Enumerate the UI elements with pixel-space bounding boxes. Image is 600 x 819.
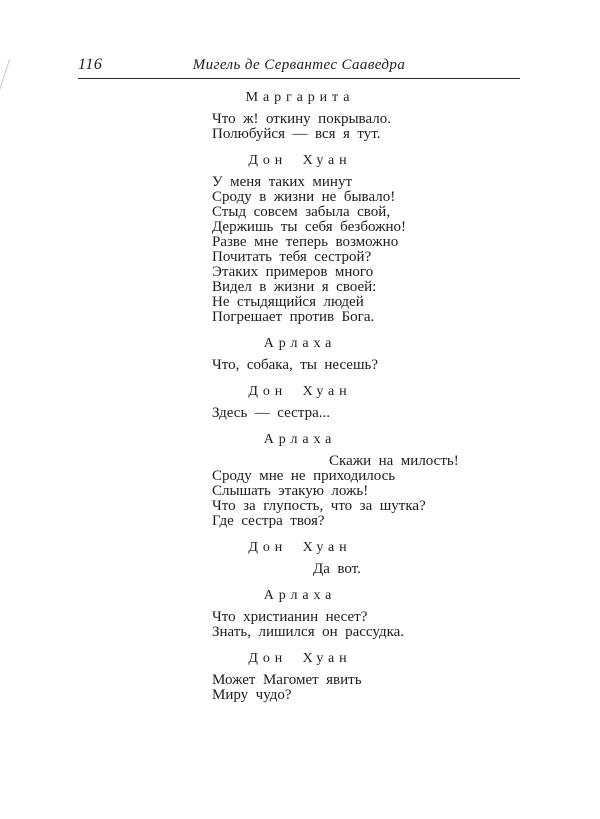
verse-line: Что, собака, ты несешь? [212,357,379,373]
speech-block [0,651,600,703]
speaker-name: Арлаха [263,588,337,603]
speaker-name: Маргарита [245,90,355,105]
speaker-name: Дон Хуан [248,384,352,399]
speaker-name: Дон Хуан [248,540,352,555]
verse-line: У меня таких минут [212,174,353,190]
verse-line: Знать, лишился он рассудка. [212,624,405,640]
speaker-name: Арлаха [263,336,337,351]
speaker-name: Арлаха [263,432,337,447]
speech-block [0,540,600,577]
verse-line: Сроду мне не приходилось [212,468,396,484]
verse-line: Слышать этакую ложь! [212,483,369,499]
verse-line: Что христианин несет? [212,609,368,625]
verse-line: Что за глупость, что за шутка? [212,498,426,514]
verse-line: Скажи на милость! [329,453,459,469]
running-title: Мигель де Сервантес Сааведра [192,57,406,73]
speech-block [0,153,600,325]
verse-line: Этаких примеров много [212,264,374,280]
speech-block [0,336,600,373]
verse-line: Почитать тебя сестрой? [212,249,372,265]
verse-line: Миру чудо? [212,687,292,703]
verse-line: Где сестра твоя? [212,513,325,529]
speech-block [0,384,600,421]
speech-block [0,90,600,142]
verse-line: Держишь ты себя безбожно! [212,219,406,235]
speech-block [0,432,600,529]
verse-line: Полюбуйся — вся я тут. [212,126,381,142]
verse-line: Сроду в жизни не бывало! [212,189,396,205]
dialogue-body [0,90,600,703]
verse-line: Здесь — сестра... [212,405,330,421]
verse-line: Разве мне теперь возможно [212,234,399,250]
verse-line: Не стыдящийся людей [212,294,364,310]
speaker-name: Дон Хуан [248,651,352,666]
verse-line: Видел в жизни я своей: [212,279,377,295]
page-number: 116 [78,56,103,73]
verse-line: Что ж! откину покрывало. [212,111,391,127]
speaker-name: Дон Хуан [248,153,352,168]
verse-line: Стыд совсем забыла свой, [212,204,391,220]
verse-line: Может Магомет явить [212,672,362,688]
speech-block [0,588,600,640]
scan-artifact-line [0,59,10,92]
page-header [78,54,520,79]
verse-line: Погрешает против Бога. [212,309,375,325]
verse-line: Да вот. [313,561,361,577]
book-page [0,54,600,819]
